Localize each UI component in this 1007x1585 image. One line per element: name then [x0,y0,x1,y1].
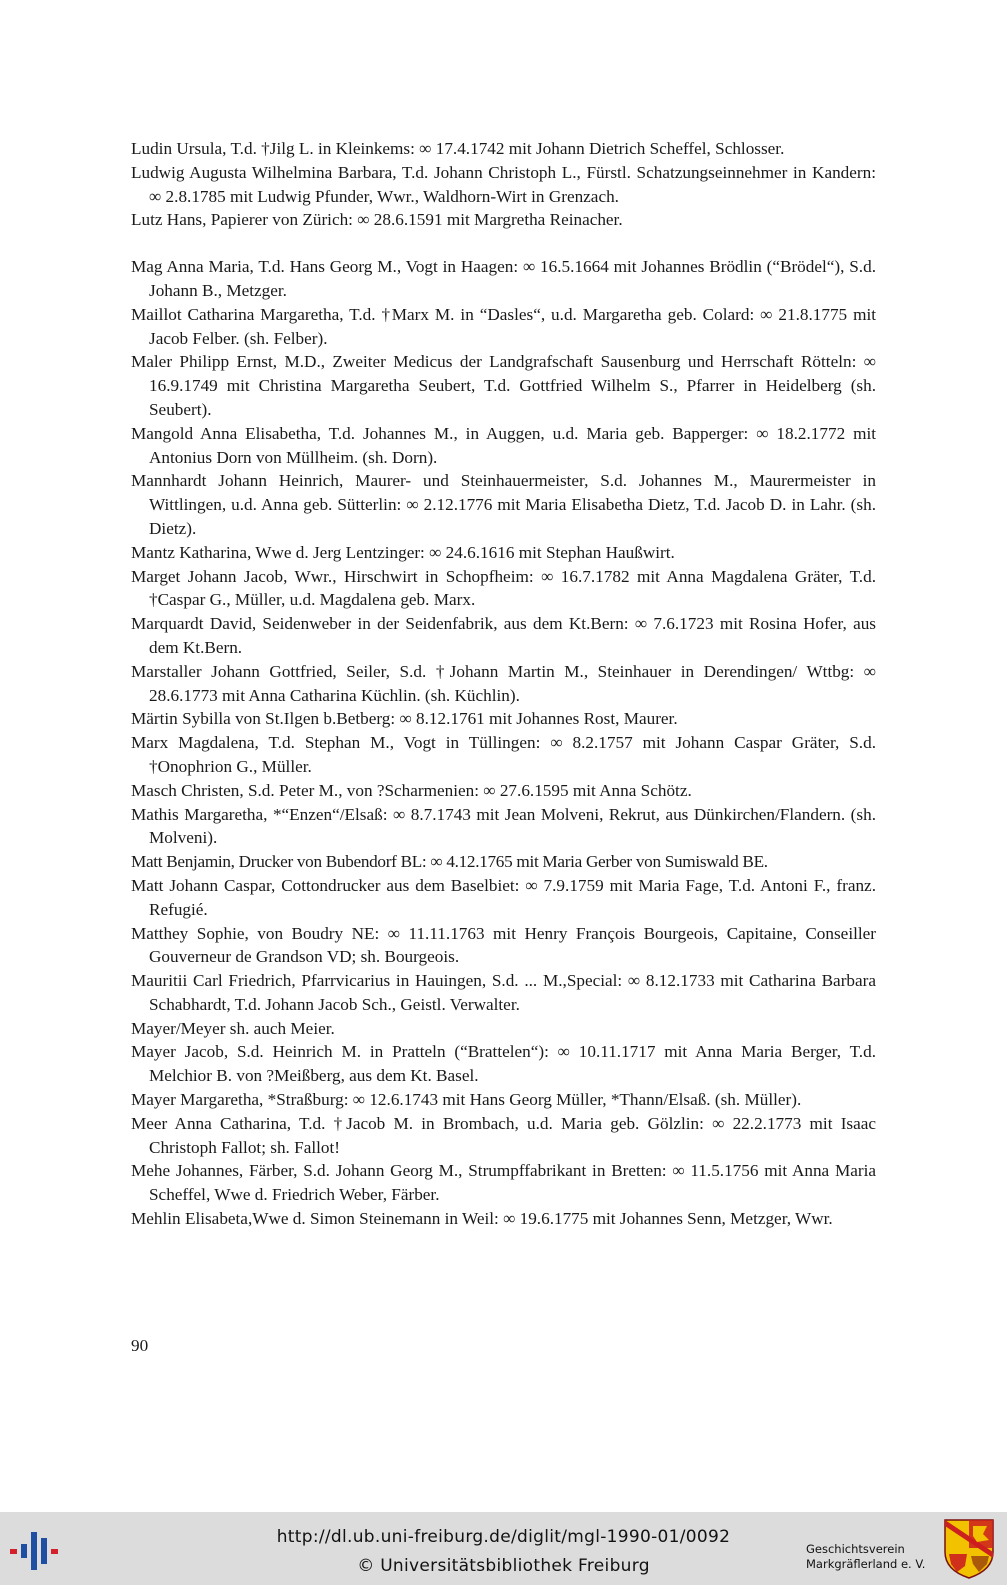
entry-mantz: Mantz Katharina, Wwe d. Jerg Lentzinger: ∞ 24.6.1616 mit Stephan Haußwirt. [131,542,675,562]
entry-maler: Maler Philipp Ernst, M.D., Zweiter Medicus der Landgrafschaft Sausenburg und Herrschaft Rötteln: ∞ 16.9.1749 mit Christina Margaretha Seubert, T.d. Gottfried Wilhelm S., Pfarrer in Heidelberg (sh. Seubert). [131,352,876,419]
society-name-line2: Markgräflerland e. V. [806,1557,926,1571]
copyright-text: © Universitätsbibliothek Freiburg [357,1556,650,1576]
society-name [806,1542,925,1572]
entry-ludwig: Ludwig Augusta Wilhelmina Barbara, T.d. Johann Christoph L., Fürstl. Schatzungseinnehmer in Kandern: ∞ 2.8.1785 mit Ludwig Pfunder, Wwr., Waldhorn-Wirt in Grenzach. [131,162,876,206]
entry-marget: Marget Johann Jacob, Wwr., Hirschwirt in Schopfheim: ∞ 16.7.1782 mit Anna Magdalena Gräter, T.d. †Caspar G., Müller, u.d. Magdalena geb. Marx. [131,566,876,610]
footer-bar [0,1512,1007,1585]
coat-of-arms-icon[interactable] [943,1518,995,1580]
entry-mehlin: Mehlin Elisabeta,Wwe d. Simon Steinemann in Weil: ∞ 19.6.1775 mit Johannes Senn, Metzger, Wwr. [131,1209,833,1229]
entry-marx: Marx Magdalena, T.d. Stephan M., Vogt in Tüllingen: ∞ 8.2.1757 mit Johann Caspar Gräter, S.d. †Onophrion G., Müller. [131,733,876,776]
entry-meer: Meer Anna Catharina, T.d. †Jacob M. in Brombach, u.d. Maria geb. Gölzlin: ∞ 22.2.1773 mit Isaac Christoph Fallot; sh. Fallot! [131,1113,876,1157]
entry-lutz: Lutz Hans, Papierer von Zürich: ∞ 28.6.1591 mit Margretha Reinacher. [131,210,623,230]
entry-mathis: Mathis Margaretha, *“Enzen“/Elsaß: ∞ 8.7.1743 mit Jean Molveni, Rekrut, aus Dünkirchen/Flandern. (sh. Molveni). [131,804,876,848]
source-url-link[interactable]: http://dl.ub.uni-freiburg.de/diglit/mgl-1990-01/0092 [276,1527,731,1547]
entry-mehe: Mehe Johannes, Färber, S.d. Johann Georg M., Strumpffabrikant in Bretten: ∞ 11.5.1756 mit Anna Maria Scheffel, Wwe d. Friedrich Weber, Färber. [131,1161,876,1205]
entry-mag: Mag Anna Maria, T.d. Hans Georg M., Vogt in Haagen: ∞ 16.5.1664 mit Johannes Brödlin (“Brödel“), S.d. Johann B., Metzger. [131,257,876,300]
entry-mayer-meyer: Mayer/Meyer sh. auch Meier. [131,1018,335,1038]
society-name-line1: Geschichtsverein [806,1542,905,1556]
entry-marstaller: Marstaller Johann Gottfried, Seiler, S.d. †Johann Martin M., Steinhauer in Derendingen/ Wttbg: ∞ 28.6.1773 mit Anna Catharina Küchlin. (sh. Küchlin). [131,661,876,705]
entry-matthey: Matthey Sophie, von Boudry NE: ∞ 11.11.1763 mit Henry François Bourgeois, Capitaine, Conseiller Gouverneur de Grandson VD; sh. Bourgeois. [131,923,876,967]
entry-mauritii: Mauritii Carl Friedrich, Pfarrvicarius in Hauingen, S.d. ... M.,Special: ∞ 8.12.1733 mit Catharina Barbara Schabhardt, T.d. Johann Jacob Sch., Geistl. Verwalter. [131,971,876,1014]
entry-matt-johann: Matt Johann Caspar, Cottondrucker aus dem Baselbiet: ∞ 7.9.1759 mit Maria Fage, T.d. Antoni F., franz. Refugié. [131,875,876,919]
entry-matt-benjamin: Matt Benjamin, Drucker von Bubendorf BL: ∞ 4.12.1765 mit Maria Gerber von Sumiswald BE. [131,852,768,872]
entry-mayer-jacob: Mayer Jacob, S.d. Heinrich M. in Pratteln (“Brattelen“): ∞ 10.11.1717 mit Anna Maria Berger, T.d. Melchior B. von ?Meißberg, aus dem Kt. Basel. [131,1042,876,1086]
entry-maertin: Märtin Sybilla von St.Ilgen b.Betberg: ∞ 8.12.1761 mit Johannes Rost, Maurer. [131,709,678,729]
page-number: 90 [131,1336,149,1355]
entry-masch: Masch Christen, S.d. Peter M., von ?Scharmenien: ∞ 27.6.1595 mit Anna Schötz. [131,780,692,800]
entry-mannhardt: Mannhardt Johann Heinrich, Maurer- und Steinhauermeister, S.d. Johannes M., Maurermeister in Wittlingen, u.d. Anna geb. Sütterlin: ∞ 2.12.1776 mit Maria Elisabetha Dietz, T.d. Jacob D. in Lahr. (sh. Dietz). [131,471,876,538]
entry-maillot: Maillot Catharina Margaretha, T.d. †Marx M. in “Dasles“, u.d. Margaretha geb. Colard: ∞ 21.8.1775 mit Jacob Felber. (sh. Felber). [131,304,876,348]
entry-marquardt: Marquardt David, Seidenweber in der Seidenfabrik, aus dem Kt.Bern: ∞ 7.6.1723 mit Rosina Hofer, aus dem Kt.Bern. [131,614,876,657]
register-entries [131,137,876,1231]
entry-mayer-margaretha: Mayer Margaretha, *Straßburg: ∞ 12.6.1743 mit Hans Georg Müller, *Thann/Elsaß. (sh. Müller). [131,1090,802,1110]
entry-mangold: Mangold Anna Elisabetha, T.d. Johannes M., in Auggen, u.d. Maria geb. Bapperger: ∞ 18.2.1772 mit Antonius Dorn von Müllheim. (sh. Dorn). [131,423,876,467]
entry-ludin: Ludin Ursula, T.d. †Jilg L. in Kleinkems: ∞ 17.4.1742 mit Johann Dietrich Scheffel, Schlosser. [131,139,785,158]
